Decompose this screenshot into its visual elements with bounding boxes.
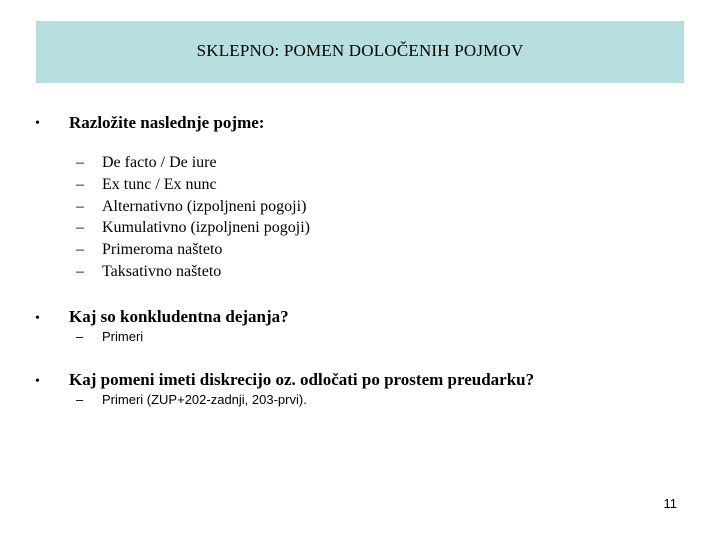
- list-item: [76, 241, 310, 263]
- dash-marker: –: [76, 219, 84, 237]
- list-item: [76, 263, 310, 285]
- bullet-item-discretion: Kaj pomeni imeti diskrecijo oz. odločati po prostem preudarku?: [69, 370, 535, 389]
- terms-list: [76, 154, 310, 285]
- list-item-label: Primeroma našteto: [102, 241, 223, 259]
- list-item: [76, 198, 310, 220]
- list-item-label: Kumulativno (izpoljneni pogoji): [102, 219, 310, 237]
- list-item-label: Taksativno našteto: [102, 262, 222, 280]
- sub-item-label: Primeri: [102, 329, 144, 344]
- dash-marker: –: [76, 241, 84, 259]
- dash-marker: –: [76, 197, 84, 215]
- bullet-marker: •: [35, 374, 40, 389]
- list-item: [76, 176, 310, 198]
- sub-item-label: Primeri (ZUP+202-zadnji, 203-prvi).: [102, 392, 307, 407]
- bullet-item-implied-acts: Kaj so konkludentna dejanja?: [69, 307, 289, 326]
- dash-marker: –: [76, 329, 84, 344]
- list-item: [76, 154, 310, 176]
- title-bar: [36, 21, 684, 83]
- list-item-label: Ex tunc / Ex nunc: [102, 175, 217, 193]
- bullet-marker: •: [35, 311, 40, 326]
- bullet-item-explain-terms: Razložite naslednje pojme:: [69, 113, 265, 132]
- dash-marker: –: [76, 154, 84, 171]
- list-item-label: Alternativno (izpoljneni pogoji): [102, 197, 307, 215]
- slide-title: SKLEPNO: POMEN DOLOČENIH POJMOV: [196, 41, 524, 60]
- list-item: [76, 219, 310, 241]
- sub-item-examples-zup: [76, 392, 307, 407]
- list-item-label: De facto / De iure: [102, 154, 217, 171]
- bullet-marker: •: [35, 116, 40, 131]
- dash-marker: –: [76, 392, 84, 407]
- sub-item-examples: [76, 329, 143, 344]
- page-number: 11: [663, 496, 677, 511]
- dash-marker: –: [76, 262, 84, 280]
- dash-marker: –: [76, 175, 84, 193]
